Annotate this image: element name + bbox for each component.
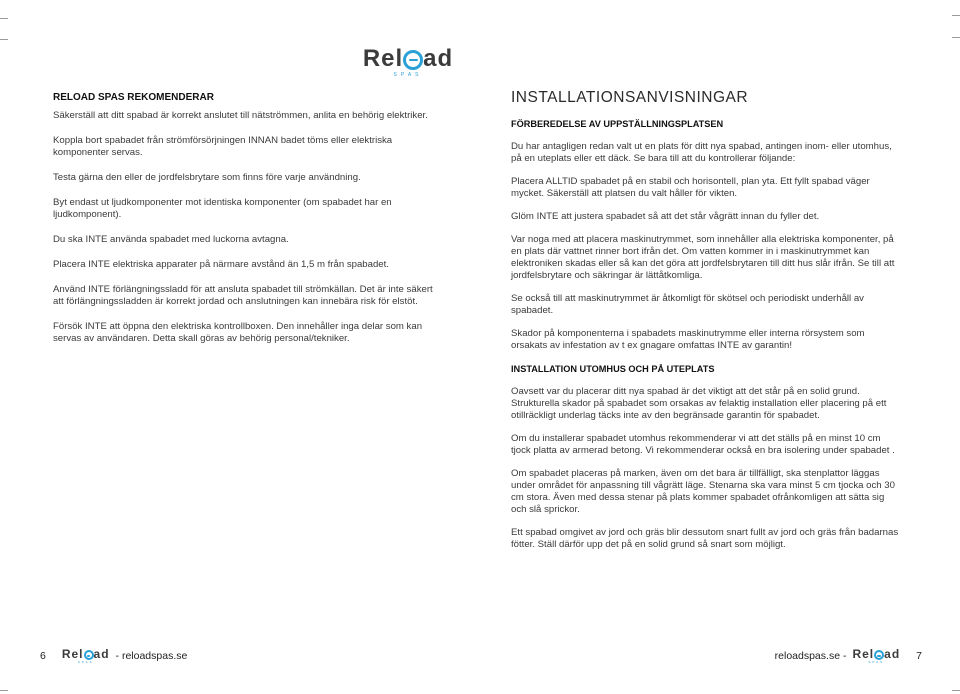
paragraph: Var noga med att placera maskinutrymmet, som innehåller alla elektriska komponenter, på en plats där vattnet rinner bort ifrån det. Om vatten kommer in i maskinutrymmet kan elektroniken skadas eller så kan det göra att jordfelsbrytaren till ditt hus slår ifrån. Se till att jordfelsbrytare och säkringar är lättåtkomliga.: [511, 234, 895, 281]
paragraph: Säkerställ att ditt spabad är korrekt anslutet till nätströmmen, anlita en behörig elektriker.: [53, 110, 428, 121]
paragraph: Byt endast ut ljudkomponenter mot identiska komponenter (om spabadet har en ljudkomponent).: [53, 197, 392, 220]
paragraph: Placera ALLTID spabadet på en stabil och horisontell, plan yta. Ett fyllt spabad väger mycket. Säkerställ att platsen du valt håller för vikten.: [511, 176, 870, 199]
footer-left: [40, 648, 187, 664]
page-number: 7: [916, 650, 922, 662]
crop-mark: [0, 18, 8, 19]
page-number: 6: [40, 650, 46, 662]
website-link[interactable]: - reloadspas.se: [115, 650, 188, 662]
crop-mark: [952, 15, 960, 16]
crop-mark: [952, 37, 960, 38]
crop-mark: [952, 690, 960, 691]
website-link[interactable]: reloadspas.se -: [774, 650, 847, 662]
logo-o-icon: [84, 650, 94, 660]
paragraph: Glöm INTE att justera spabadet så att det står vågrätt innan du fyller det.: [511, 211, 820, 222]
footer-right: [775, 648, 922, 664]
paragraph: Placera INTE elektriska apparater på närmare avstånd än 1,5 m från spabadet.: [53, 259, 389, 270]
crop-mark: [0, 39, 8, 40]
paragraph: Koppla bort spabadet från strömförsörjningen INNAN badet töms eller elektriska komponenter servas.: [53, 135, 393, 158]
paragraph: Oavsett var du placerar ditt nya spabad är det viktigt att det står på en solid grund. Strukturella skador på spabadet som orsakas av felaktig installation eller placering på ett otillräckligt underlag täcks inte av den begränsade garantin för spabadet.: [511, 386, 887, 421]
right-column: [511, 89, 901, 562]
paragraph: Försök INTE att öppna den elektriska kontrollboxen. Den innehåller inga delar som kan servas av användaren. Detta skall göras av behörig personal/tekniker.: [53, 321, 423, 344]
paragraph: Se också till att maskinutrymmet är åtkomligt för skötsel och periodiskt underhåll av spabadet.: [511, 293, 864, 316]
logo-o-icon: [403, 50, 423, 70]
paragraph: Använd INTE förlängningssladd för att ansluta spabadet till strömkällan. Det är inte säkert att förlängningssladden är korrekt jordad och anslutningen kan innebära risk för elstöt.: [53, 284, 433, 307]
paragraph: Om du installerar spabadet utomhus rekommenderar vi att det ställs på en minst 10 cm tjock platta av armerad betong. Vi rekommenderar också en bra isolering under spabadet .: [511, 433, 895, 456]
left-column: [53, 92, 438, 358]
logo-o-icon: [874, 650, 884, 660]
paragraph: Skador på komponenterna i spabadets maskinutrymme eller interna rörsystem som orsakats av infestation av t ex gnagare omfattas INTE av garantin!: [511, 328, 865, 351]
reload-spas-logo-small: Rel ad SPAS: [61, 647, 110, 664]
crop-mark: [0, 690, 8, 691]
paragraph: Ett spabad omgivet av jord och gräs blir dessutom snart fullt av jord och gräs från badarnas fötter. Ställ därför upp det på en solid grund så snart som möjligt.: [511, 527, 899, 550]
paragraph: Om spabadet placeras på marken, även om det bara är tillfälligt, ska stenplattor läggas under området för anpassning till vågrätt läge. Stenarna ska vara minst 5 cm tjocka och 30 cm stora. Även med dessa stenar på plats kommer spabadet ofrånkomligen att sätta sig och slå sprickor.: [511, 468, 895, 515]
section-heading: FÖRBEREDELSE AV UPPSTÄLLNINGSPLATSEN: [511, 119, 724, 129]
reload-spas-logo-small: Rel ad SPAS: [852, 647, 901, 664]
reload-spas-logo: Rel ad SPAS: [362, 45, 454, 78]
logo-subtitle: SPAS: [393, 72, 423, 78]
page-title: INSTALLATIONSANVISNINGAR: [511, 89, 749, 106]
paragraph: Testa gärna den eller de jordfelsbrytare som finns före varje användning.: [53, 172, 361, 183]
left-heading: RELOAD SPAS REKOMENDERAR: [53, 92, 214, 103]
section-heading: INSTALLATION UTOMHUS OCH PÅ UTEPLATS: [511, 364, 715, 374]
paragraph: Du har antagligen redan valt ut en plats för ditt nya spabad, antingen inom- eller utomhus, på en uteplats eller ett däck. Se bara till att du kontrollerar följande:: [511, 141, 892, 164]
paragraph: Du ska INTE använda spabadet med luckorna avtagna.: [53, 234, 289, 245]
